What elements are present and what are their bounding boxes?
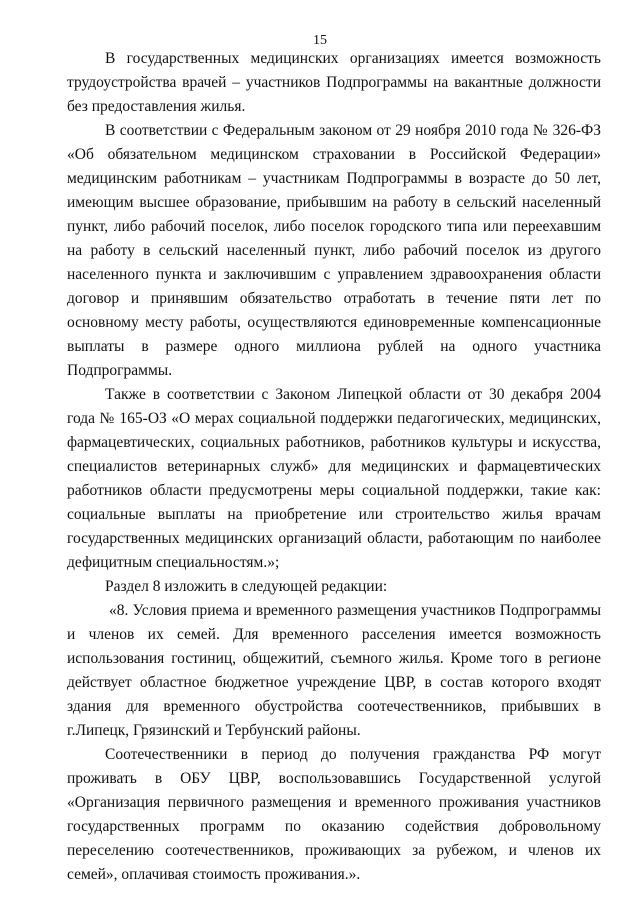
paragraph-regional-law: Также в соответствии с Законом Липецкой области от 30 декабря 2004 года № 165-ОЗ «О мерах социальной поддержки педагогических, медицинских, фармацевтических, социальных работников, работников культуры и искусства, специалистов ветеринарных служб» для медицинских и фармацевтических работников области предусмотрены меры социальной поддержки, такие как: социальные выплаты на приобретение или строительство жилья врачам государственных медицинских организаций области, работающим по наиболее дефицитным специальностям.»;	[67, 386, 601, 571]
paragraph-section-8-conditions: «8. Условия приема и временного размещения участников Подпрограммы и членов их семей. Для временного расселения имеется возможность использования гостиниц, общежитий, съемного жилья. Кроме того в регионе действует областное бюджетное учреждение ЦВР, в состав которого входят здания для временного обустройства соотечественников, прибывших в г.Липецк, Грязинский и Тербунский районы.	[67, 602, 601, 739]
paragraph-compatriots-housing: Соотечественники в период до получения гражданства РФ могут проживать в ОБУ ЦВР, воспользовавшись Государственной услугой «Организация первичного размещения и временного проживания участников государственных программ по оказанию содействия добровольному переселению соотечественников, проживающих за рубежом, и членов их семей», оплачивая стоимость проживания.».	[67, 746, 601, 883]
page-number: 15	[313, 33, 327, 48]
paragraph-vacancies: В государственных медицинских организациях имеется возможность трудоустройства врачей – участников Подпрограммы на вакантные должности без предоставления жилья.	[67, 50, 601, 115]
paragraph-federal-law: В соответствии с Федеральным законом от 29 ноября 2010 года № 326-ФЗ «Об обязательном медицинском страховании в Российской Федерации» медицинским работникам – участникам Подпрограммы в возрасте до 50 лет, имеющим высшее образование, прибывшим на работу в сельский населенный пункт, либо рабочий поселок, либо поселок городского типа или переехавшим на работу в сельский населенный пункт, либо рабочий поселок из другого населенного пункта и заключившим с управлением здравоохранения области договор и принявшим обязательство отработать в течение пяти лет по основному месту работы, осуществляются единовременные компенсационные выплаты в размере одного миллиона рублей на одного участника Подпрограммы.	[67, 122, 601, 379]
document-body	[67, 47, 601, 887]
paragraph-section-8-instruction: Раздел 8 изложить в следующей редакции:	[105, 578, 388, 595]
